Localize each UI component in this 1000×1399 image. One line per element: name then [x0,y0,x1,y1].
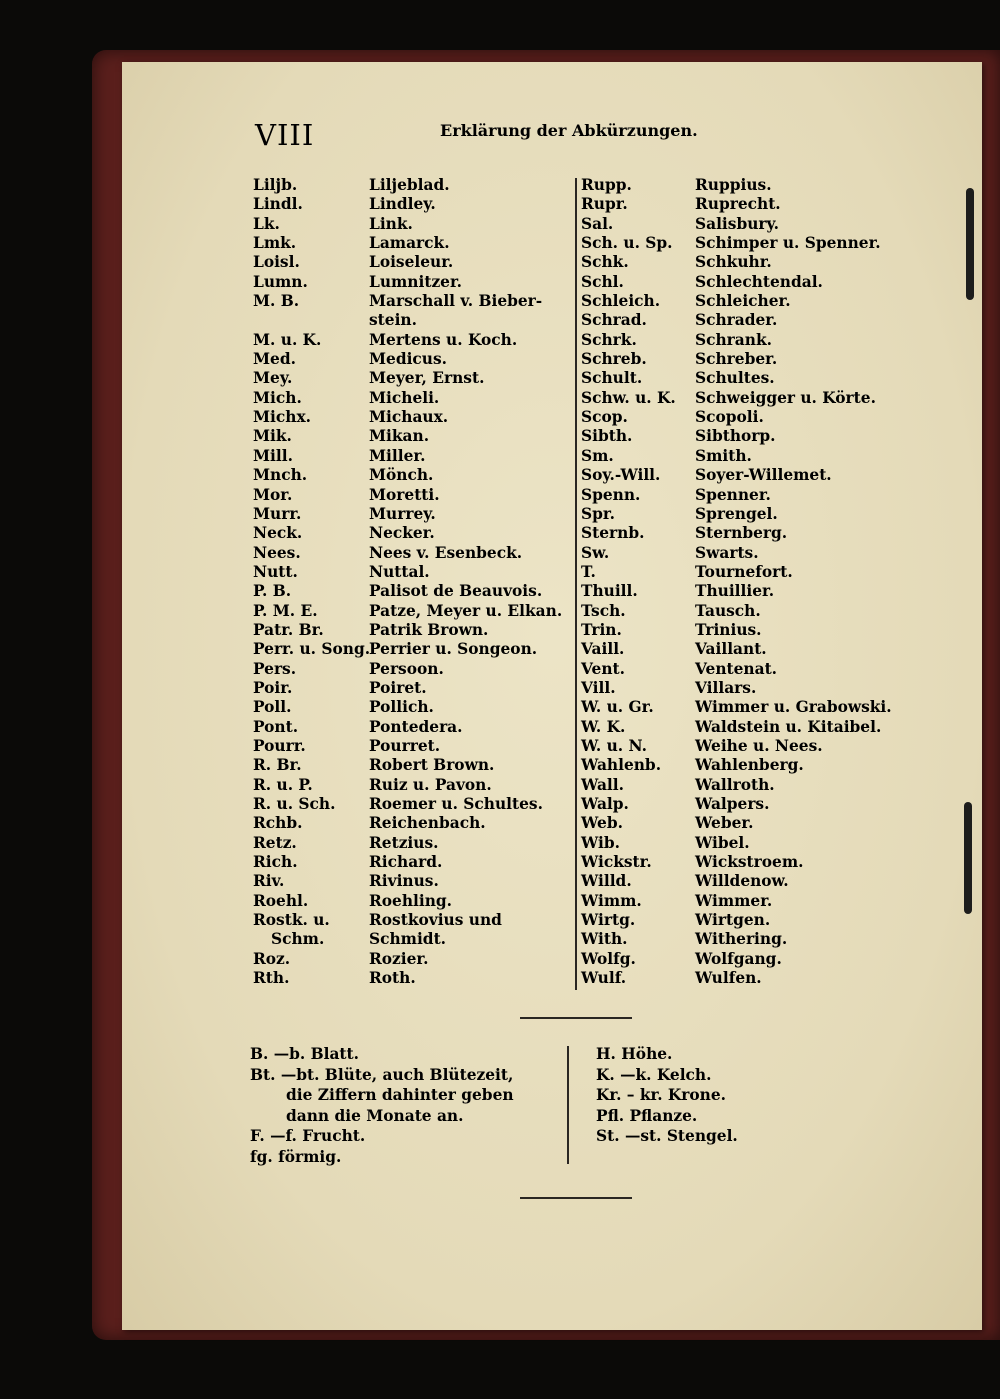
abbreviation: Trin. [581,620,622,639]
abbreviation: Neck. [253,524,303,543]
author-name: Rostkovius und [369,911,502,930]
author-name: Murrey. [369,504,436,523]
abbreviation: Schm. [271,930,325,949]
abbreviation: Nees. [253,543,301,562]
author-name: Schreber. [695,350,778,369]
abbreviation-row [581,930,911,949]
abbreviation: Lindl. [253,195,303,214]
abbreviation: Riv. [253,872,285,891]
abbreviation: Poll. [253,698,292,717]
abbreviation: R. u. P. [253,775,313,794]
abbreviation-row [581,795,911,814]
abbreviation: W. K. [581,717,626,736]
abbreviation-row [253,930,573,949]
author-name: Schrader. [695,311,778,330]
author-name: Moretti. [369,485,440,504]
abbreviation-row [581,215,911,234]
author-name: Soyer-Willemet. [695,466,832,485]
abbreviation-row [581,331,911,350]
author-name: Wirtgen. [695,911,771,930]
author-name: Miller. [369,446,426,465]
abbreviation: Sw. [581,543,610,562]
abbreviation: Lk. [253,214,280,233]
abbreviation: Mor. [253,485,293,504]
abbreviation-row [253,892,573,911]
abbreviation: Scop. [581,408,628,427]
abbreviation-row [581,176,911,195]
abbreviation: Sal. [581,214,614,233]
abbreviation: Lumn. [253,272,308,291]
author-name: Patrik Brown. [369,620,489,639]
legend-right [596,1044,896,1147]
author-name: Wahlenberg. [695,756,804,775]
abbreviation-row [253,582,573,601]
abbreviation: Roehl. [253,891,309,910]
author-name: Patze, Meyer u. Elkan. [369,601,563,620]
abbreviation-row [253,737,573,756]
abbreviation: Wickstr. [581,853,652,872]
author-name: Schleicher. [695,292,791,311]
abbreviation-row [253,389,573,408]
author-name: Pontedera. [369,717,463,736]
abbreviation: Pers. [253,659,297,678]
abbreviation: Perr. u. Song. [253,640,371,659]
abbreviation-row [581,505,911,524]
author-name: Nees v. Esenbeck. [369,543,523,562]
abbreviation: Schleich. [581,292,661,311]
legend-line: dann die Monate an. [286,1106,464,1125]
author-name: Roth. [369,969,416,988]
abbreviation-row [253,872,573,891]
abbreviation-row [581,776,911,795]
author-name: Tournefort. [695,562,793,581]
abbreviation-row [253,640,573,659]
abbreviation-row [253,408,573,427]
author-name: Schkuhr. [695,253,772,272]
abbreviation: M. B. [253,292,300,311]
author-name: Mikan. [369,427,430,446]
abbreviation-row [581,466,911,485]
abbreviation-row [581,582,911,601]
abbreviation: Schl. [581,272,624,291]
author-name: Salisbury. [695,214,780,233]
abbreviation: Med. [253,350,296,369]
abbreviation-row [581,892,911,911]
abbreviation: Mey. [253,369,293,388]
abbreviation: Pourr. [253,736,306,755]
abbreviation-row [581,195,911,214]
legend-divider [567,1046,569,1164]
author-name: Medicus. [369,350,448,369]
abbreviation: Sternb. [581,524,645,543]
author-name: Schlechtendal. [695,272,823,291]
abbreviation: Rupp. [581,176,632,194]
author-name: Ruppius. [695,176,772,194]
abbreviation-row [253,311,573,330]
abbreviation: P. M. E. [253,601,318,620]
abbreviation-row [253,795,573,814]
abbreviation: Walp. [581,795,629,813]
abbreviation-row [581,563,911,582]
abbreviation-row [581,486,911,505]
abbreviation: Sibth. [581,427,633,446]
abbreviation: Wirtg. [581,911,636,930]
author-name: Michaux. [369,408,449,427]
page-number: VIII [255,118,315,152]
abbreviation: T. [581,562,596,581]
abbreviation: Spenn. [581,485,641,504]
author-name: Ruiz u. Pavon. [369,775,492,794]
author-name: stein. [369,311,417,330]
author-name: Smith. [695,446,752,465]
author-name: Scopoli. [695,408,764,427]
legend-line: St. —st. Stengel. [596,1127,738,1145]
abbreviation-row [581,911,911,930]
abbreviation-row [581,273,911,292]
abbreviation-row [581,698,911,717]
abbreviation-row [253,369,573,388]
legend-line: K. —k. Kelch. [596,1065,712,1084]
section-divider [520,1017,632,1019]
author-name: Villars. [695,678,757,697]
abbreviation-row [253,563,573,582]
abbreviation: Mik. [253,427,292,446]
author-name: Micheli. [369,388,440,407]
author-name: Wimmer u. Grabowski. [695,698,892,717]
abbreviation-row [581,834,911,853]
author-name: Wallroth. [695,775,775,794]
abbreviation-row [253,950,573,969]
abbreviation: Mill. [253,446,293,465]
abbreviation-row [253,776,573,795]
author-name: Roehling. [369,891,453,910]
abbreviation-row [581,447,911,466]
abbreviation-row [581,853,911,872]
abbreviation: Wahlenb. [581,756,662,775]
author-name: Waldstein u. Kitaibel. [695,717,882,736]
author-name: Ventenat. [695,659,778,678]
abbreviation-row [253,331,573,350]
page-marker-tab [964,802,972,914]
abbreviation-row [581,872,911,891]
abbreviation-list-right [581,176,911,988]
abbreviation-row [253,911,573,930]
author-name: Schultes. [695,369,775,388]
author-name: Meyer, Ernst. [369,369,485,388]
legend-line: fg. förmig. [250,1147,342,1166]
abbreviation-row [253,660,573,679]
author-name: Weihe u. Nees. [695,736,823,755]
abbreviation-row [581,756,911,775]
author-name: Lindley. [369,195,436,214]
abbreviation: Sm. [581,446,614,465]
author-name: Schimper u. Spenner. [695,234,881,253]
abbreviation: M. u. K. [253,330,322,349]
author-name: Spenner. [695,485,771,504]
legend-line: B. —b. Blatt. [250,1045,359,1063]
author-name: Pollich. [369,698,434,717]
abbreviation: Tsch. [581,601,626,620]
abbreviation: Retz. [253,833,297,852]
abbreviation: Michx. [253,408,311,427]
author-name: Marschall v. Bieber- [369,292,543,311]
abbreviation-row [253,969,573,988]
abbreviation-row [581,621,911,640]
abbreviation: Schreb. [581,350,647,369]
abbreviation: R. u. Sch. [253,795,336,813]
abbreviation-row [581,292,911,311]
abbreviation: Soy.-Will. [581,466,661,485]
author-name: Wolfgang. [695,949,782,968]
abbreviation-row [253,447,573,466]
abbreviation-row [253,718,573,737]
abbreviation-row [581,814,911,833]
abbreviation: Vill. [581,678,616,697]
abbreviation-row [581,389,911,408]
legend-left [250,1044,562,1167]
author-name: Lamarck. [369,234,450,253]
author-name: Mertens u. Koch. [369,330,518,349]
author-name: Mönch. [369,466,434,485]
author-name: Vaillant. [695,640,767,659]
abbreviation-row [581,679,911,698]
abbreviation-row [581,640,911,659]
page-header: Erklärung der Abkürzungen. [440,121,698,140]
legend-line: Bt. —bt. Blüte, auch Blütezeit, [250,1065,514,1084]
abbreviation: Roz. [253,949,291,968]
abbreviation-row [253,427,573,446]
author-name: Persoon. [369,659,444,678]
author-name: Swarts. [695,543,759,562]
author-name: Wibel. [695,833,750,852]
abbreviation: Mnch. [253,466,308,485]
author-name: Trinius. [695,620,762,639]
abbreviation-row [581,369,911,388]
abbreviation-row [253,350,573,369]
abbreviation-row [253,253,573,272]
abbreviation-row [253,486,573,505]
author-name: Sibthorp. [695,427,776,446]
author-name: Nuttal. [369,562,430,581]
author-name: Schmidt. [369,930,447,949]
abbreviation: Schult. [581,369,643,388]
abbreviation: Rich. [253,853,298,872]
author-name: Necker. [369,524,435,543]
legend-line: F. —f. Frucht. [250,1127,366,1145]
abbreviation-row [581,234,911,253]
author-name: Pourret. [369,736,441,755]
abbreviation-row [253,524,573,543]
author-name: Rivinus. [369,872,439,891]
abbreviation-row [581,718,911,737]
author-name: Ruprecht. [695,195,781,214]
abbreviation: Wimm. [581,891,642,910]
abbreviation: Sch. u. Sp. [581,234,673,253]
abbreviation-row [253,544,573,563]
abbreviation-row [253,215,573,234]
abbreviation: P. B. [253,582,292,601]
abbreviation: Rostk. u. [253,911,330,930]
abbreviation: Patr. Br. [253,620,324,639]
abbreviation-row [253,234,573,253]
author-name: Lumnitzer. [369,272,463,291]
abbreviation: Murr. [253,504,302,523]
abbreviation: Willd. [581,872,632,891]
legend-line: Pfl. Pflanze. [596,1106,698,1125]
abbreviation-row [253,292,573,311]
author-name: Rozier. [369,949,429,968]
legend-line: H. Höhe. [596,1045,673,1063]
abbreviation: Schk. [581,253,629,272]
abbreviation-row [253,679,573,698]
abbreviation-row [581,350,911,369]
abbreviation: R. Br. [253,756,302,775]
abbreviation: Lmk. [253,234,297,253]
abbreviation: Wolfg. [581,949,636,968]
abbreviation: Liljb. [253,176,298,194]
abbreviation: Loisl. [253,253,300,272]
author-name: Schrank. [695,330,772,349]
abbreviation-row [253,698,573,717]
abbreviation-row [581,253,911,272]
abbreviation-row [253,834,573,853]
abbreviation: W. u. N. [581,736,647,755]
abbreviation-row [581,524,911,543]
author-name: Walpers. [695,795,770,813]
abbreviation-row [253,602,573,621]
end-divider [520,1197,632,1199]
abbreviation-row [253,176,573,195]
abbreviation-row [581,969,911,988]
abbreviation-row [253,853,573,872]
column-divider [575,178,577,990]
author-name: Withering. [695,930,788,949]
abbreviation: Wulf. [581,969,627,988]
abbreviation: Schw. u. K. [581,388,676,407]
author-name: Liljeblad. [369,176,450,194]
abbreviation-row [581,311,911,330]
author-name: Richard. [369,853,443,872]
author-name: Tausch. [695,601,761,620]
abbreviation-row [581,544,911,563]
abbreviation-row [253,466,573,485]
author-name: Schweigger u. Körte. [695,388,876,407]
abbreviation-row [253,621,573,640]
author-name: Sternberg. [695,524,788,543]
author-name: Palisot de Beauvois. [369,582,543,601]
abbreviation: Wall. [581,775,624,794]
author-name: Link. [369,214,413,233]
author-name: Thuillier. [695,582,775,601]
legend-line: Kr. – kr. Krone. [596,1086,727,1104]
abbreviation: Rchb. [253,814,303,833]
author-name: Loiseleur. [369,253,454,272]
abbreviation: Wib. [581,833,620,852]
author-name: Wickstroem. [695,853,804,872]
abbreviation: Web. [581,814,623,833]
author-name: Reichenbach. [369,814,486,833]
abbreviation: Vaill. [581,640,625,659]
abbreviation-row [253,195,573,214]
legend-line: die Ziffern dahinter geben [286,1086,514,1104]
abbreviation: With. [581,930,628,949]
abbreviation-row [581,950,911,969]
author-name: Poiret. [369,678,427,697]
author-name: Willdenow. [695,872,789,891]
abbreviation: Schrad. [581,311,647,330]
abbreviation-row [581,408,911,427]
abbreviation-row [253,814,573,833]
author-name: Robert Brown. [369,756,495,775]
abbreviation-list-left [253,176,573,988]
abbreviation: W. u. Gr. [581,698,654,717]
abbreviation-row [253,505,573,524]
abbreviation-row [581,602,911,621]
abbreviation: Rupr. [581,195,628,214]
abbreviation: Schrk. [581,330,637,349]
author-name: Sprengel. [695,504,778,523]
abbreviation-row [253,756,573,775]
abbreviation-row [581,427,911,446]
author-name: Roemer u. Schultes. [369,795,543,813]
page-marker-tab [966,188,974,300]
author-name: Weber. [695,814,754,833]
abbreviation: Pont. [253,717,299,736]
abbreviation: Vent. [581,659,625,678]
abbreviation: Mich. [253,388,302,407]
author-name: Retzius. [369,833,439,852]
abbreviation-row [581,660,911,679]
author-name: Wulfen. [695,969,762,988]
abbreviation: Spr. [581,504,615,523]
abbreviation-row [253,273,573,292]
author-name: Perrier u. Songeon. [369,640,538,659]
abbreviation: Poir. [253,678,293,697]
author-name: Wimmer. [695,891,773,910]
abbreviation: Nutt. [253,562,298,581]
abbreviation-row [581,737,911,756]
abbreviation: Thuill. [581,582,638,601]
abbreviation: Rth. [253,969,290,988]
